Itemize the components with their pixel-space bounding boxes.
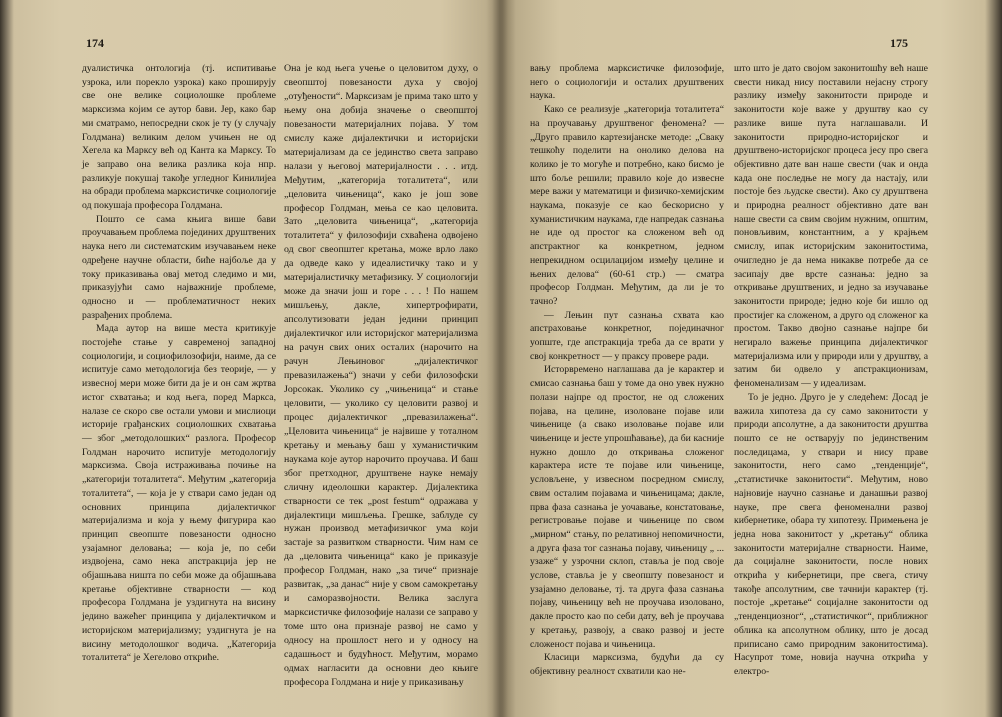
page-number: 175 [890,36,908,50]
paragraph: Она је код њега учење о целовитом духу, о свеопштој повезаности духа у својој „отуђености“. Марксизам је прима тако што у њему она добија значење о свеопштој повезаности материјалних појава. У том смислу каже дијалектички и историјски материјализам да се јединство света заправо налази у његовој материјалности . . . итд. Међутим, „категорија тоталитета“, или „целовита чињеница“, како је још зове професор Голдман, мења се као целовита. Зато „целовита чињеница“, „категорија тоталитета“ у филозофији схваћена одвојено од свог свеопштег кретања, може врло лако да одведе како у идеалистичку тако и у материјалистичку метафизику. У социологији може да значи још и горе . . . ! По нашем мишљењу, дакле, хипертрофирати, апсолутизовати један једини принцип дијалектичког или историјског материјализма на рачун свих оних осталих (нарочито на рачун Лењиновог „дијалектичког превазилажења“) значи у себи филозофски Јорсокак. Уколико су „чињеница“ и стање целовити, — уколико су целовити развој и процес дијалектичког „превазилажења“. „Целовита чињеница“ је највише у тоталном кретању и мењању баш у хуманистичким наукама које аутор нарочито проучава. И баш због претходног, друштвене науке немају сличну идеолошки карактер. Дијалектика стварности се тек „post festum“ одражава у дијалектици мишљења. Грешке, заблуде су нужан производ метафизичког ума који застаје за развитком стварности. Чим нам се да „целовита чињеница“ како је приказује професор Голдман, нако „за тиче“ признаје развитак, „за данас“ није у свом самокретању и саморазвојности. Велика заслуга марксистичке филозофије налази се заправо у томе што она признаје развој не само у односу на прошлост него и у односу на садашњост и будућност. Међутим, морамо одмах нагласити да основни део књиге професора Голдмана и није у приказивању [284,63,478,688]
text-column-2 [734,62,928,679]
page-number: 174 [86,36,104,50]
paragraph: Класици марксизма, будући да су објективну реалност схватили као не- [530,652,724,677]
paragraph: дуалистичка онтологија (тј. испитивање узрока, или порекло узрока) како проширују све оне велике социолошке проблеме марксизма којим се аутор бави. Јер, како бар ми сматрамо, непосредни скок је ту (у случају Голдмана) великим делом учињен не од Хегела ка Марксу већ од Канта ка Марксу. То је заправо она велика разлика која нпр. разликује покушај такође угледног Кинилијеа на обради проблема марксистичке социологије од покушаја професора Голдмана. [82,63,276,212]
paragraph: Исторвремено наглашава да је карактер и смисао сазнања баш у томе да оно увек нужно полази најпре од простог, не од сложених појава, на целине, изоловане појаве или чињенице (а свако изоловање појаве или чињенице и јесте упрошћавање), да би касније нужно дошло до откривања сложеног карактера исте те појаве или чињенице, условљене, у извесном посредном смислу, свим осталим појавама и чињеницама; дакле, прва фаза сазнања је уочавање, констатовање, регистровање појаве и чињенице по свом „мирном“ стању, по релативној непомичности, а друга фаза тог сазнања појаву, чињеницу „ ... узаже“ у узрочни склоп, ставља је под своје услове, ставља је у свеопшту повезаност и узајамно деловање, тј. та друга фаза сазнања појаву, чињеницу већ не проучава изоловано, дакле просто као по себи дату, већ је проучава у кретању, развоју, а свако развој и јесте сложеност појава и чињеница. [530,364,724,650]
paragraph: Мада аутор на више места критикује постојеће стање у савременој западној социологији, и социофилозофији, наиме, да се испитује само методологија без теорије, — у извесној мери може бити да је и он сам жртва истог схватања; и код њега, поред Маркса, налазе се скоро све остали умови и мислиоци историје грађанских социолошких схватања — због „методолошких“ разлога. Професор Голдман нарочито испитује методологију марксизма. Своја истраживања почиње на „категорији тоталитета“. Међутим „категорија тоталитета“, — која је у ствари само један од основних принципа дијалектичког материјализма и која у њему фигурира као принцип свеопште повезаности односно узајамног деловања; — која је, по себи издвојена, само нека апстракција јер не објашњава ништа по себи може да објашњава кретање објективне стварности — код професора Голдмана је уздигнута на висину једино важећег принципа у дијалектичком и историјском материјализму; уздигнута је на висину методолошког водича. „Категорија тоталитета“ је Хегелово откриће. [82,323,276,664]
paragraph: што што је дато својом законитошћу већ наше свести никад нису поставили нејасну строгу разлику између законитости природе и законитости које важе у друштву као су разлике више пута наглашавали. И законитости природно-историјског и друштвено-историјског процеса јесу про свега објективно дате ван наше свести (чак и онда када оне последње не могу да настају, или постоје без људске свести). Ако су друштвена и природна реалност објективно дате ван наше свести са свим својим нужним, општим, поновљивим, константним, а у крајњем смислу, ипак историјским законитостима, очигледно је да нема никакве потребе да се засипају две врсте сазнања: једно за откривање друштвених, и једно за изучавање законитости природе; једно које би ишло од простијег ка сложеном, а друго од сложеног ка простом. Такво двојно сазнање најпре би негирало важење принципа дијалектичког материјализма или у природи или у друштву, а затим би одвело у апстракционизам, феноменализам — у идеализам. [734,63,928,390]
right-page [502,0,1002,717]
text-column-1 [530,62,724,679]
text-column-1 [82,62,276,665]
left-page [0,0,500,717]
paragraph: То је једно. Друго је у следећем: Досад је важила хипотеза да су само законитости у природи апсолутне, а да законитости друштва пошто се не остварују по јединственим последицама, у ствари и нису праве законитости, него само „тенденције“, „статистичке законитости“. Међутим, ново најновије научно сазнање и данашњи развој науке, пре свега феноменални развој кибернетике, обара ту хипотезу. Примењена је једна нова законитост у „кретању“ облика законитости материјалне стварности. Наиме, да социјалне законитости, после нових открића у кибернетици, пре свега, стичу такође апсолутним, све тачнији карактер (тј. постоје „кретање“ социјалне законитости од „тенденциозног“, „статистичког“, приближног облика ка апсолутном облику, што је досад приписано само природним законитостима). Насупрот томе, новија научна открића у електро- [734,391,928,677]
paragraph: Пошто се сама књига више бави проучавањем проблема појединих друштвених наука него ли систематским изучавањем неке одређене научне области, биће најбоље да у току приказивања овај метод следимо и ми, приказујући само најважније проблеме, односно и — проблематичност неких разрађених проблема. [82,213,276,321]
text-column-2 [284,62,478,690]
paragraph: вању проблема марксистичке филозофије, него о социологији и осталих друштвених наука. [530,63,724,102]
paragraph: — Лењин пут сазнања схвата као апстраховање конкретног, појединачног уопште, где апстракција треба да се врати у свој конкретност — у праксу провере ради. [530,309,724,362]
paragraph: Како се реализује „категорија тоталитета“ на проучавању друштвеног феномена? — „Друго правило картезијанске методе: „Сваку тешкоћу поделити на онолико делова на колико је то могуће и потребно, како бисмо је што боље решили; правило које до извесне мере важи у математици и физичко-хемијским наукама, показује се као бескорисно у хуманистичким наукама, где напредак сазнања не иде од простог ка сложеном већ од апстрактног ка конкретном, једном непрекидном осцилацијом између целине и њених делова“ (60-61 стр.) — сматра професор Голдман. Међутим, да ли је то тачно? [530,104,724,307]
